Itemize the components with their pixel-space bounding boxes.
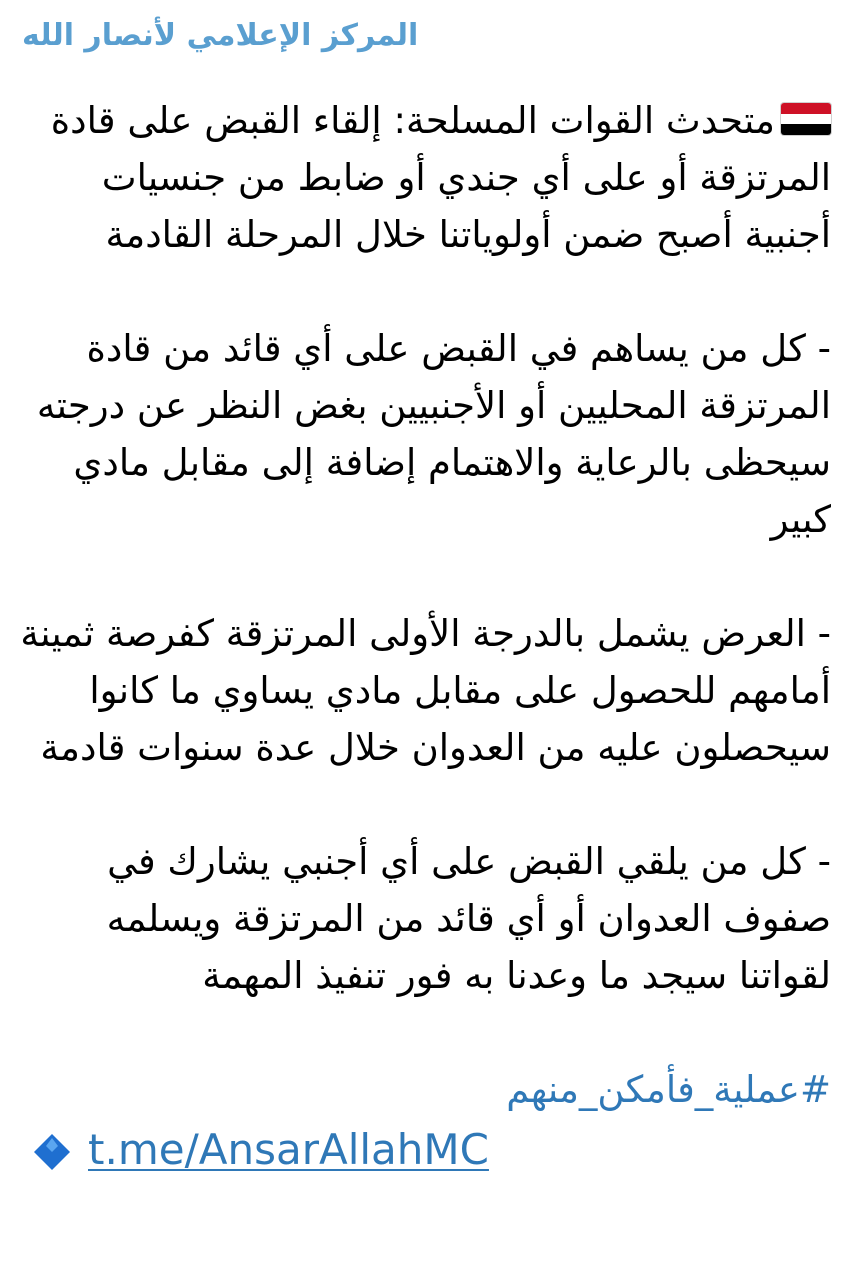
message-paragraph-4: - كل من يلقي القبض على أي أجنبي يشارك في صفوف العدوان أو أي قائد من المرتزقة ويسلمه لقواتنا سيجد ما وعدنا به فور تنفيذ المهمة — [106, 840, 831, 997]
channel-url-link[interactable]: t.me/AnsarAllahMC — [88, 1125, 489, 1174]
message-body — [18, 92, 831, 1118]
yemen-flag-icon — [781, 103, 831, 135]
message-paragraph-2: - كل من يساهم في القبض على أي قائد من قادة المرتزقة المحليين أو الأجنبيين بغض النظر عن درجته سيحظى بالرعاية والاهتمام إضافة إلى مقابل مادي كبير — [36, 327, 831, 541]
message-paragraph-1 — [18, 92, 831, 263]
channel-name[interactable]: المركز الإعلامي لأنصار الله — [22, 18, 419, 53]
message-paragraph-3: - العرض يشمل بالدرجة الأولى المرتزقة كفرصة ثمينة أمامهم للحصول على مقابل مادي يساوي ما كانوا سيحصلون عليه من العدوان خلال عدة سنوات قادمة — [20, 612, 831, 769]
blue-diamond-icon — [32, 1130, 72, 1170]
channel-link-row — [18, 1122, 831, 1178]
hashtag-link[interactable]: #عملية_فأمكن_منهم — [506, 1068, 831, 1111]
paragraph-text: متحدث القوات المسلحة: إلقاء القبض على قادة المرتزقة أو على أي جندي أو ضابط من جنسيات أجنبية أصبح ضمن أولوياتنا خلال المرحلة القادمة — [50, 99, 831, 256]
